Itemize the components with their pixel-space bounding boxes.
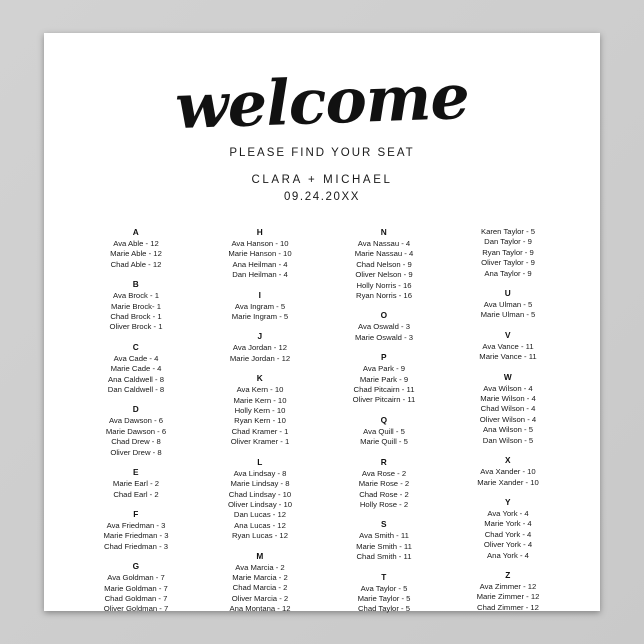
seating-group [74,279,198,333]
group-letter: T [381,571,387,582]
guest-entry: Ava Wilson - 4 [483,383,533,393]
guest-entry: Ana Heilman - 4 [232,259,288,269]
group-letter: G [132,561,140,572]
group-letter: D [132,404,140,415]
seating-group [446,227,570,279]
seating-group [322,457,446,511]
guest-entry: Ryan Lucas - 12 [232,531,288,541]
seating-group [198,551,322,615]
guest-entry: Chad Nelson - 9 [356,259,412,269]
guest-entry: Dan Taylor - 9 [484,237,532,247]
group-letter: V [505,329,511,340]
guest-entry: Marie Able - 12 [110,249,162,259]
guest-entry: Ana Wilson - 5 [483,425,533,435]
group-letter: X [505,455,511,466]
guest-entry: Ava Smith - 11 [359,531,409,541]
guest-entry: Ana Taylor - 9 [484,268,532,278]
guest-entry: Holly Norris - 16 [356,280,412,290]
guest-entry: Marie Hanson - 10 [228,249,292,259]
seating-group [446,570,570,613]
wedding-date: 09.24.20XX [283,191,361,203]
group-letter: O [380,310,388,321]
guest-entry: Ana York - 4 [487,550,529,560]
guest-entry: Marie Zimmer - 12 [476,592,540,602]
seating-group [322,519,446,562]
group-letter: E [133,467,139,478]
guest-entry: Ava Ingram - 5 [234,301,286,311]
guest-entry: Oliver Taylor - 9 [481,258,535,268]
guest-entry: Oliver Goldman - 7 [103,604,169,614]
guest-entry: Ana Caldwell - 8 [108,374,164,384]
guest-entry: Ryan Taylor - 9 [482,247,534,257]
guest-entry: Marie Dawson - 6 [105,426,167,436]
group-letter: S [381,519,387,530]
guest-entry: Marie Nassau - 4 [354,249,414,259]
guest-entry: Chad York - 4 [484,529,532,539]
seating-group [198,457,322,542]
guest-entry: Marie Vance - 11 [479,352,537,362]
seating-group [322,572,446,615]
guest-entry: Holly Kern - 10 [234,406,286,416]
guest-entry: Chad Goldman - 7 [104,593,168,603]
guest-entry: Ava Quill - 5 [363,426,405,436]
guest-entry: Marie Jordan - 12 [229,353,291,363]
guest-entry: Marie Brock- 1 [111,301,161,311]
guest-entry: Ava Kern - 10 [236,385,284,395]
seating-group [198,290,322,323]
guest-entry: Ava Rose - 2 [361,468,407,478]
guest-entry: Dan Heilman - 4 [232,270,288,280]
group-letter: I [258,289,262,300]
group-letter: Z [505,569,511,580]
guest-entry: Ava Park - 9 [362,364,406,374]
seating-group [74,509,198,552]
group-letter: L [257,456,263,467]
guest-entry: Oliver Brock - 1 [109,322,163,332]
group-letter: C [132,341,140,352]
guest-entry: Chad Smith - 11 [356,552,412,562]
guest-entry: Chad Able - 12 [110,259,162,269]
guest-entry: Ava Nassau - 4 [357,239,411,248]
guest-entry: Marie Earl - 2 [112,479,160,489]
guest-entry: Oliver Kramer - 1 [230,437,290,447]
guest-entry: Marie Wilson - 4 [480,394,536,404]
seating-group [446,497,570,561]
guest-entry: Chad Taylor - 5 [358,604,410,614]
seating-columns [44,227,600,624]
guest-entry: Karen Taylor - 5 [480,227,536,236]
guest-entry: Oliver Lindsay - 10 [227,499,293,509]
seating-column [74,227,198,624]
seating-group [322,227,446,301]
guest-entry: Oliver Pitcairn - 11 [352,395,416,405]
guest-entry: Ava Hanson - 10 [231,239,289,248]
guest-entry: Marie Friedman - 3 [103,531,169,541]
seating-column [198,227,322,624]
guest-entry: Marie Cade - 4 [110,364,162,374]
seating-group [322,415,446,448]
guest-entry: Marie York - 4 [484,519,532,529]
guest-entry: Ava Friedman - 3 [106,520,166,530]
guest-entry: Ana Lucas - 12 [234,520,286,530]
guest-entry: Chad Zimmer - 12 [477,602,539,612]
guest-entry: Chad Kramer - 1 [231,426,289,436]
guest-entry: Chad Earl - 2 [113,489,159,499]
poster-subtitle: PLEASE FIND YOUR SEAT [229,147,415,159]
guest-entry: Ava Dawson - 6 [108,416,164,426]
guest-entry: Marie Kern - 10 [233,395,287,405]
guest-entry: Chad Friedman - 3 [103,541,169,551]
seating-group [322,310,446,343]
group-letter: M [256,550,264,561]
seating-group [74,561,198,615]
guest-entry: Ava Marcia - 2 [235,562,285,572]
group-letter: P [381,352,387,363]
guest-entry: Ava Taylor - 5 [360,583,408,593]
guest-entry: Oliver Wilson - 4 [479,414,537,424]
guest-entry: Marie Taylor - 5 [357,593,411,603]
seating-column [446,227,570,622]
guest-entry: Marie Smith - 11 [356,541,412,551]
guest-entry: Marie Oswald - 3 [354,332,414,342]
seating-group [74,404,198,458]
guest-entry: Ava Xander - 10 [480,467,536,477]
guest-entry: Marie Ulman - 5 [480,310,536,320]
guest-entry: Marie Xander - 10 [477,477,539,487]
group-letter: W [503,371,513,382]
guest-entry: Marie Marcia - 2 [232,572,288,582]
guest-entry: Ava Ulman - 5 [483,300,533,310]
guest-entry: Ryan Kern - 10 [234,416,286,426]
guest-entry: Ava York - 4 [487,508,529,518]
guest-entry: Oliver York - 4 [483,540,533,550]
group-letter: Q [380,414,388,425]
guest-entry: Ava Able - 12 [113,239,159,248]
guest-entry: Oliver Drew - 8 [110,447,162,457]
guest-entry: Marie Ingram - 5 [231,312,289,322]
seating-group [446,455,570,488]
poster-content [44,33,600,614]
guest-entry: Chad Brock - 1 [110,312,162,322]
guest-entry: Dan Lucas - 12 [233,510,287,520]
guest-entry: Chad Pitcairn - 11 [353,385,415,395]
group-letter: A [132,227,140,237]
guest-entry: Marie Quill - 5 [360,437,408,447]
guest-entry: Chad Lindsay - 10 [228,489,292,499]
poster-sheet [44,33,600,614]
guest-entry: Oliver Nelson - 9 [355,270,413,280]
guest-entry: Chad Wilson - 4 [480,404,536,414]
group-letter: B [132,279,140,290]
guest-entry: Ava Zimmer - 12 [479,581,537,591]
guest-entry: Marie Park - 9 [359,374,409,384]
seating-group [74,227,198,270]
guest-entry: Ava Goldman - 7 [107,573,165,583]
guest-entry: Marie Rose - 2 [358,479,410,489]
group-letter: H [256,227,264,237]
seating-group [322,352,446,406]
group-letter: F [133,508,139,519]
guest-entry: Dan Caldwell - 8 [107,385,165,395]
seating-group [74,342,198,396]
guest-entry: Chad Drew - 8 [111,437,161,447]
guest-entry: Holly Rose - 2 [359,499,409,509]
group-letter: R [380,456,388,467]
seating-group [446,288,570,321]
guest-entry: Chad Rose - 2 [359,489,409,499]
seating-group [446,372,570,446]
seating-group [198,373,322,447]
guest-entry: Chad Marcia - 2 [232,583,288,593]
seating-group [74,467,198,500]
page-title: welcome [174,59,470,144]
guest-entry: Oliver Marcia - 2 [231,593,289,603]
seating-group [446,330,570,363]
guest-entry: Marie Goldman - 7 [104,583,168,593]
poster-header [44,33,600,203]
guest-entry: Marie Lindsay - 8 [230,479,290,489]
guest-entry: Ava Cade - 4 [113,353,159,363]
seating-group [198,331,322,364]
guest-entry: Ryan Norris - 16 [356,291,412,301]
guest-entry: Ava Jordan - 12 [232,343,288,353]
guest-entry: Ava Oswald - 3 [358,322,410,332]
guest-entry: Ava Lindsay - 8 [233,468,287,478]
guest-entry: Dan Wilson - 5 [482,435,534,445]
group-letter: J [257,331,263,342]
group-letter: K [256,373,264,384]
group-letter: Y [505,496,511,507]
seating-column [322,227,446,624]
group-letter: N [380,227,388,237]
guest-entry: Ana Montana - 12 [229,604,291,614]
couple-names: CLARA + MICHAEL [251,174,393,186]
guest-entry: Ava Brock - 1 [112,291,159,301]
seating-group [198,227,322,281]
group-letter: U [504,288,512,299]
guest-entry: Ava Vance - 11 [482,341,534,351]
